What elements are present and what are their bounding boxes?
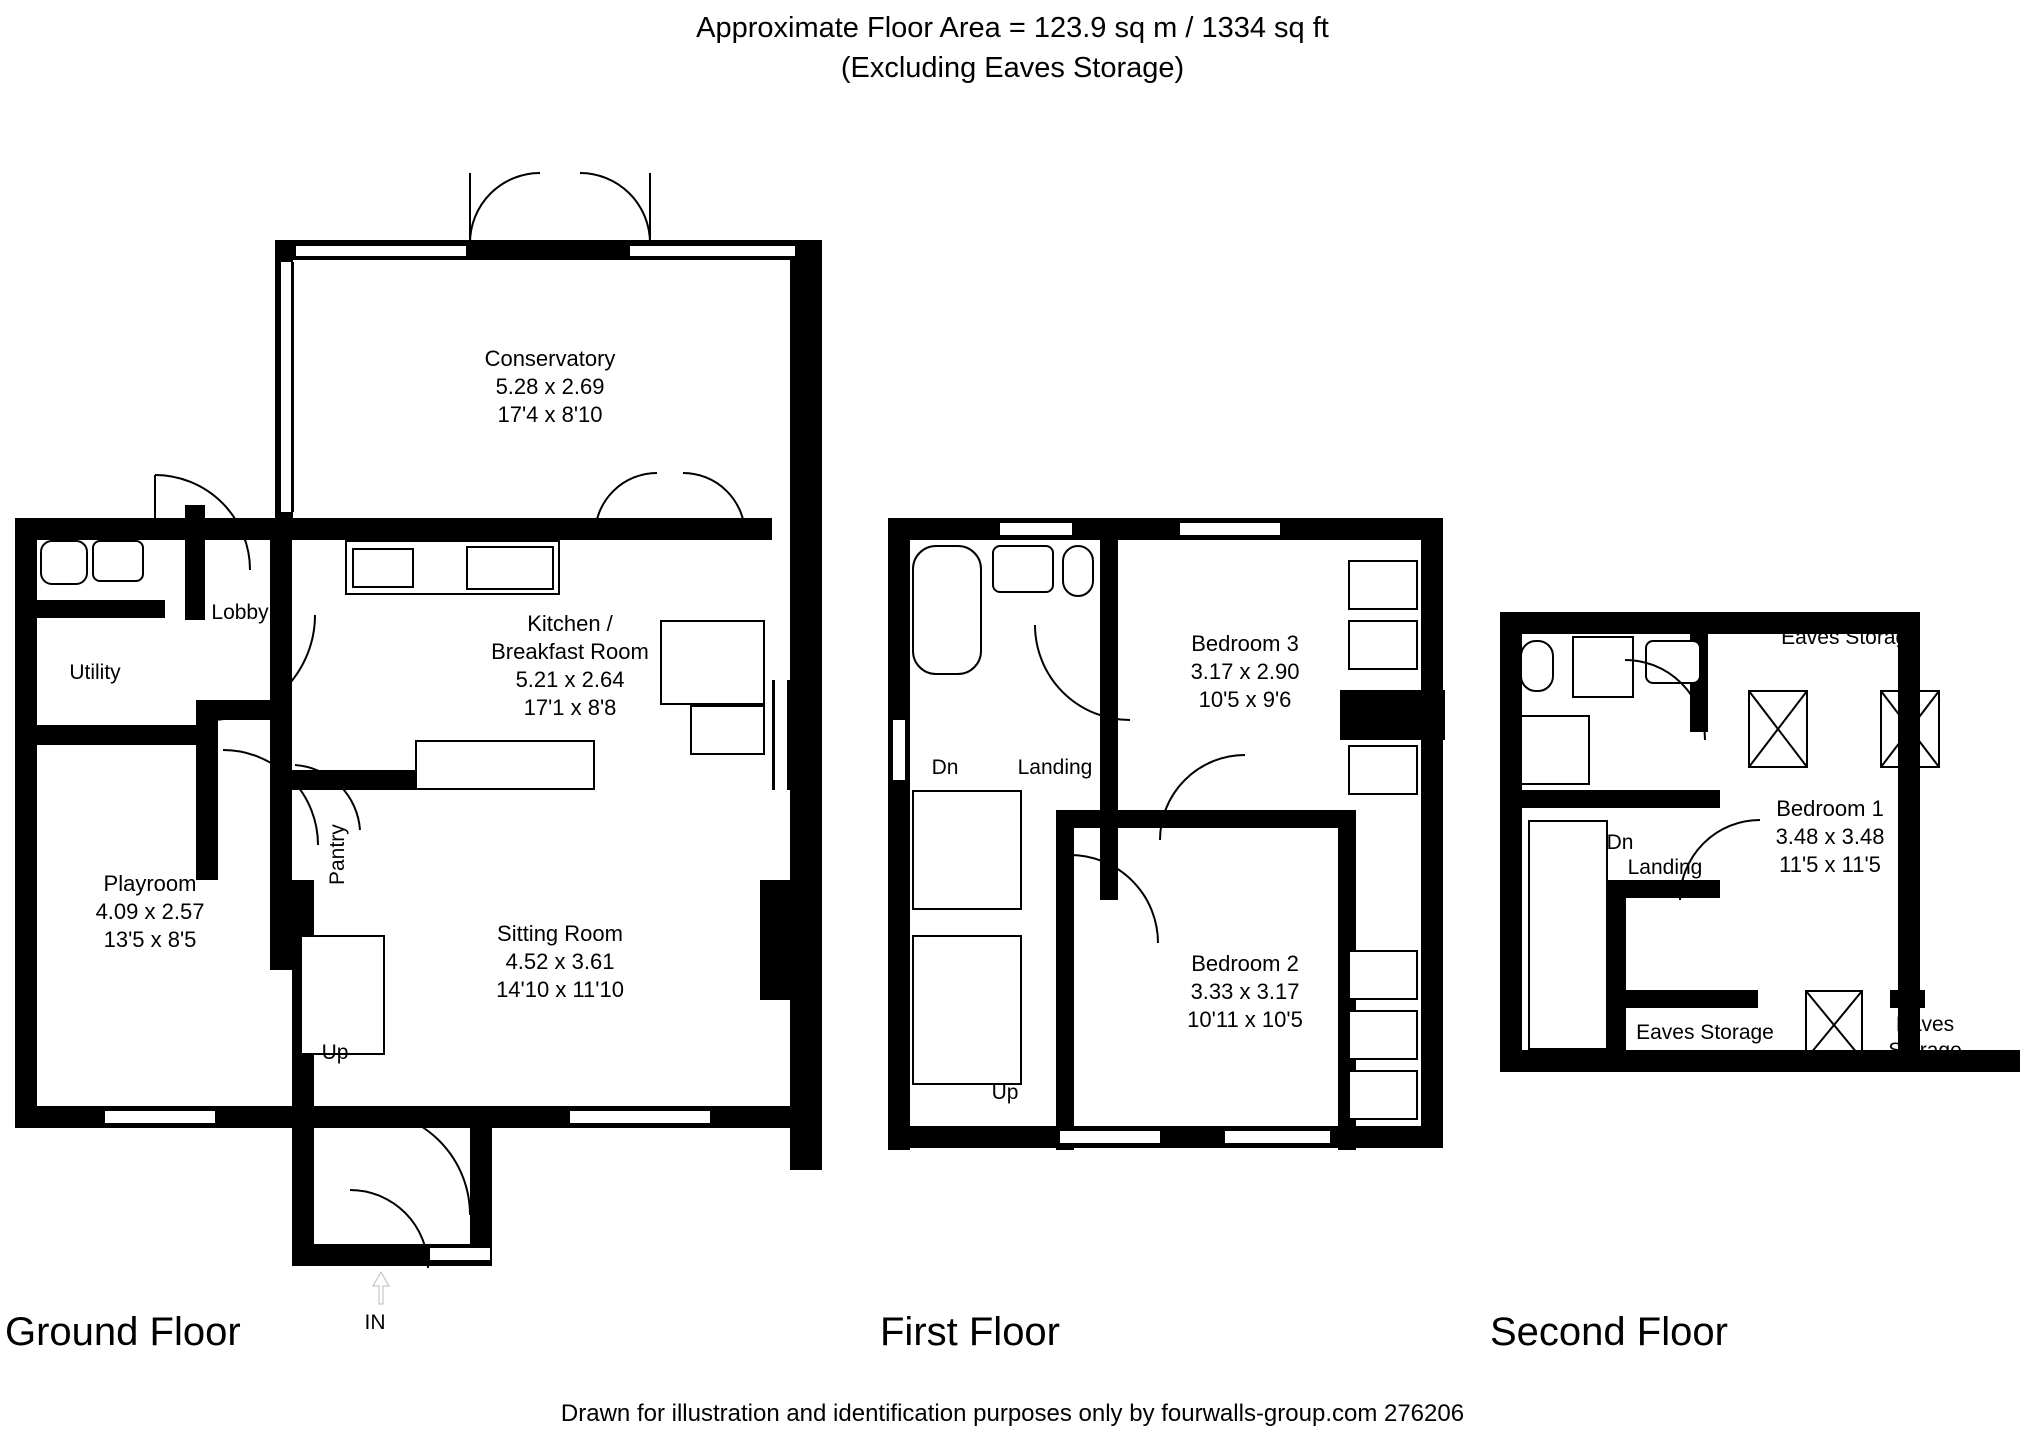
eaves-storage-label-right: Eaves Storage bbox=[1888, 1013, 1962, 1062]
door-swing-group bbox=[345, 1190, 475, 1320]
eaves-hatch-icon bbox=[1880, 690, 1940, 768]
basin-fixture bbox=[992, 545, 1054, 593]
room-label-conservatory: Conservatory 5.28 x 2.69 17'4 x 8'10 bbox=[484, 346, 616, 427]
stair-flight-dn bbox=[912, 790, 1022, 910]
bath-fixture bbox=[40, 540, 88, 585]
wall bbox=[888, 1126, 1443, 1148]
eaves-storage-label-bottom: Eaves Storage bbox=[1636, 1021, 1774, 1044]
entrance-marker: IN bbox=[364, 1311, 386, 1334]
entrance-arrow-icon bbox=[372, 1272, 392, 1306]
wall bbox=[1890, 990, 1925, 1008]
toilet-fixture bbox=[1062, 545, 1094, 597]
wall bbox=[1500, 612, 1522, 1072]
room-label-bedroom3: Bedroom 3 3.17 x 2.90 10'5 x 9'6 bbox=[1190, 631, 1300, 712]
wall bbox=[760, 880, 795, 1000]
window bbox=[890, 720, 908, 780]
door-swing-group bbox=[1625, 655, 1765, 795]
wardrobe bbox=[1348, 560, 1418, 610]
wall bbox=[790, 240, 822, 1170]
eaves-hatch-icon bbox=[1805, 990, 1863, 1060]
floor-area-heading bbox=[0, 8, 2025, 88]
room-label-pantry: Pantry bbox=[326, 824, 349, 886]
wardrobe bbox=[1348, 1070, 1418, 1120]
window bbox=[1000, 520, 1072, 538]
stair-direction-up: Up bbox=[991, 1081, 1019, 1104]
room-label-landing: Landing bbox=[1627, 856, 1703, 879]
floor-label-ground: Ground Floor bbox=[5, 1310, 241, 1354]
basin-fixture bbox=[92, 540, 144, 582]
window bbox=[1180, 520, 1280, 538]
room-label-bedroom2: Bedroom 2 3.33 x 3.17 10'11 x 10'5 bbox=[1187, 951, 1303, 1032]
toilet-fixture bbox=[1520, 640, 1554, 692]
wardrobe bbox=[1348, 745, 1418, 795]
floor-label-first: First Floor bbox=[880, 1310, 1060, 1354]
eaves-storage-label-top: Eaves Storage bbox=[1781, 626, 1919, 649]
room-label-lobby: Lobby bbox=[211, 601, 269, 624]
footer-credit: Drawn for illustration and identification purposes only by fourwalls-group.com 276206 bbox=[560, 1400, 1465, 1427]
stair-direction-dn: Dn bbox=[931, 756, 959, 779]
shower-tray-fixture bbox=[1520, 715, 1590, 785]
wall bbox=[15, 600, 165, 618]
bathtub-fixture bbox=[912, 545, 982, 675]
floor-area-line1: Approximate Floor Area = 123.9 sq m / 1334 sq ft bbox=[696, 12, 1329, 44]
wall bbox=[1608, 990, 1758, 1008]
wall bbox=[888, 518, 1443, 540]
floor-area-line2: (Excluding Eaves Storage) bbox=[840, 52, 1185, 84]
stair-direction-up: Up bbox=[321, 1041, 349, 1064]
room-label-sitting-room: Sitting Room 4.52 x 3.61 14'10 x 11'10 bbox=[496, 921, 624, 1002]
window bbox=[1225, 1128, 1330, 1146]
wall bbox=[292, 1106, 314, 1266]
wall bbox=[1421, 518, 1443, 1148]
wall bbox=[15, 725, 205, 745]
stair-direction-dn: Dn bbox=[1606, 831, 1634, 854]
window bbox=[772, 680, 790, 790]
room-label-utility: Utility bbox=[69, 661, 121, 684]
wall bbox=[888, 830, 910, 1150]
floor-label-second: Second Floor bbox=[1490, 1310, 1728, 1354]
room-label-bedroom1: Bedroom 1 3.48 x 3.48 11'5 x 11'5 bbox=[1775, 796, 1885, 877]
door-swing-group bbox=[290, 760, 450, 920]
door-swing-group bbox=[465, 168, 765, 278]
window bbox=[296, 243, 466, 259]
window bbox=[105, 1108, 215, 1126]
stair-flight-up bbox=[912, 935, 1022, 1085]
window bbox=[570, 1108, 710, 1126]
room-label-landing: Landing bbox=[1017, 756, 1093, 779]
stair-flight bbox=[300, 935, 385, 1055]
door-swing-group bbox=[590, 470, 790, 590]
kitchen-hob bbox=[466, 546, 554, 590]
window bbox=[1060, 1128, 1160, 1146]
kitchen-sink bbox=[352, 548, 414, 588]
room-label-playroom: Playroom 4.09 x 2.57 13'5 x 8'5 bbox=[95, 871, 205, 952]
room-label-kitchen: Kitchen / Breakfast Room 5.21 x 2.64 17'1 x 8'8 bbox=[491, 611, 649, 720]
